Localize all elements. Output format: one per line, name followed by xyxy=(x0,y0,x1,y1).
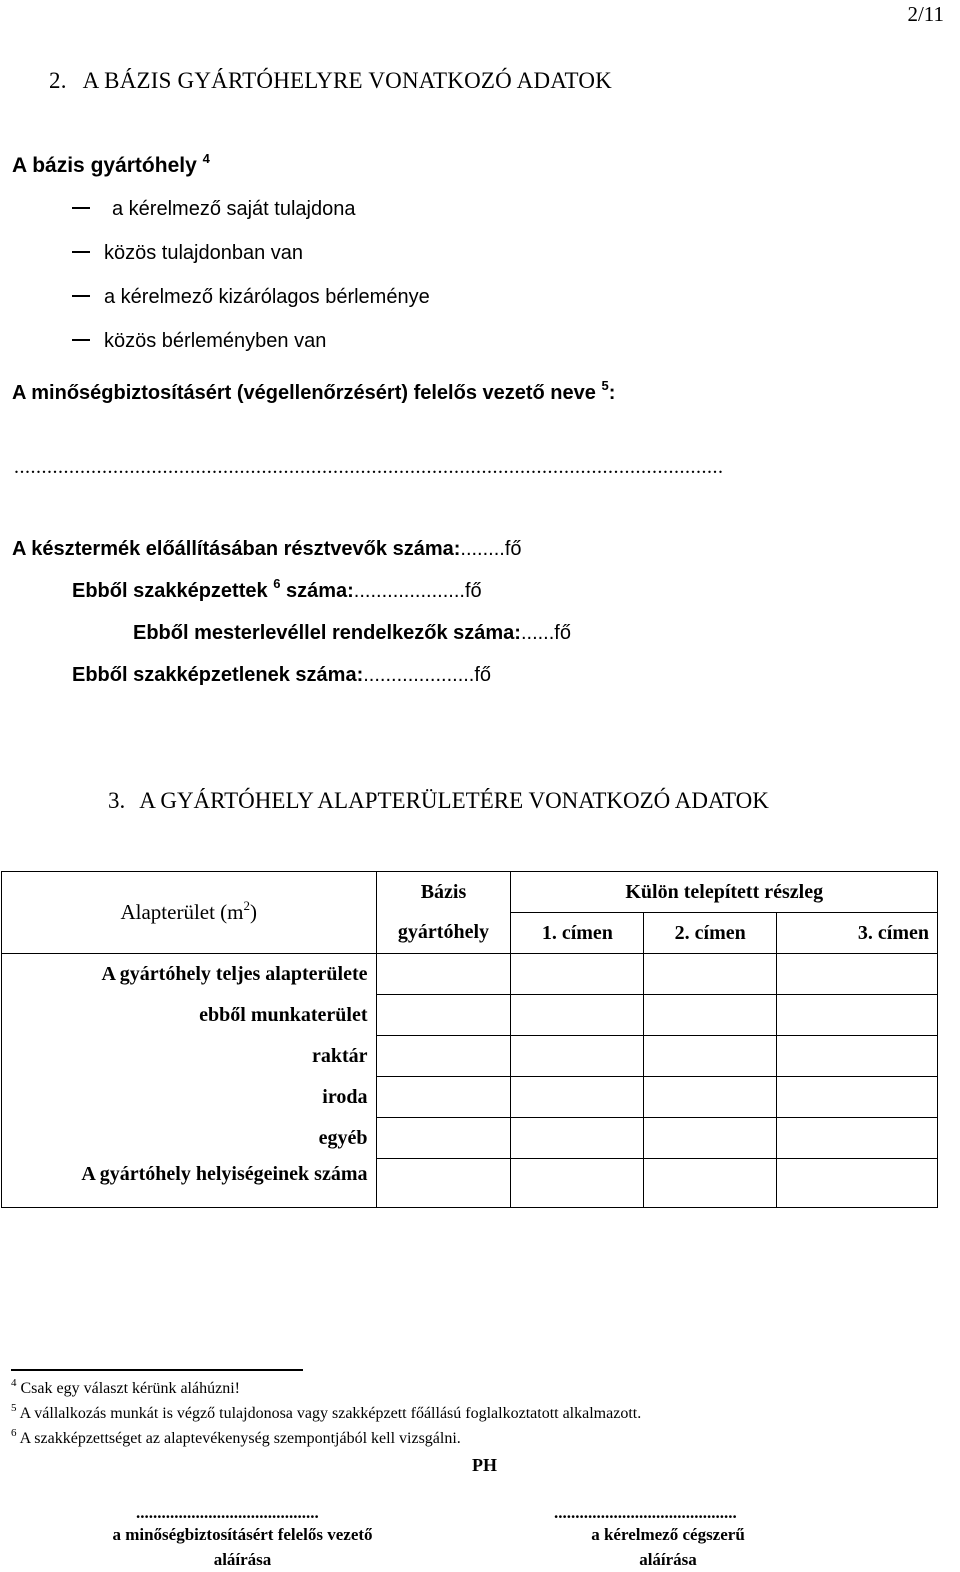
signature-left-caption xyxy=(70,1522,415,1572)
ownership-option-1[interactable] xyxy=(72,198,355,221)
footnote-num: 4 xyxy=(11,1377,17,1389)
signature-left-line[interactable]: ........................................... xyxy=(136,1503,319,1522)
address-1-header: 1. címen xyxy=(511,913,644,954)
section-3-title: A GYÁRTÓHELY ALAPTERÜLETÉRE VONATKOZÓ ADATOK xyxy=(139,788,769,813)
cell-base[interactable] xyxy=(376,954,511,995)
area-header-sup: 2 xyxy=(243,898,251,913)
footnote-num: 6 xyxy=(11,1427,17,1439)
footnote-4 xyxy=(11,1377,240,1398)
page-number: 2/11 xyxy=(907,2,944,26)
staff-qualified-row xyxy=(72,576,482,603)
row-label-other: egyéb xyxy=(2,1118,377,1159)
ownership-label: A bázis gyártóhely xyxy=(12,154,197,177)
cell-addr2[interactable] xyxy=(644,1036,777,1077)
option-label: a kérelmező kizárólagos bérleménye xyxy=(104,286,430,308)
ownership-question xyxy=(12,151,210,178)
signature-right-line[interactable]: ........................................... xyxy=(554,1503,737,1522)
cell-addr1[interactable] xyxy=(511,995,644,1036)
table-row xyxy=(2,954,938,995)
dash-icon xyxy=(72,339,90,341)
footnote-ref-5: 5 xyxy=(601,378,609,393)
table-row xyxy=(2,1118,938,1159)
cell-addr2[interactable] xyxy=(644,1159,777,1208)
staff-master-row xyxy=(133,622,571,645)
footnote-text: A vállalkozás munkát is végző tulajdonosa vagy szakképzett főállású foglalkoztatott alkalmazott. xyxy=(19,1405,642,1422)
colon: : xyxy=(608,382,616,404)
staff-qualified-label: Ebből szakképzettek xyxy=(72,580,268,602)
cell-addr1[interactable] xyxy=(511,1118,644,1159)
footnote-separator xyxy=(11,1369,303,1371)
option-label: közös tulajdonban van xyxy=(104,242,304,264)
footnote-ref-4: 4 xyxy=(202,151,210,166)
cell-addr3[interactable] xyxy=(777,1159,938,1208)
cell-addr2[interactable] xyxy=(644,954,777,995)
unit: fő xyxy=(554,622,571,644)
table-row xyxy=(2,1159,938,1208)
staff-unqualified-row xyxy=(72,664,491,687)
unit: fő xyxy=(464,580,482,602)
section-3-number: 3. xyxy=(108,788,126,813)
cell-addr1[interactable] xyxy=(511,1036,644,1077)
dash-icon xyxy=(72,207,90,209)
table-header-row xyxy=(2,872,938,913)
table-row xyxy=(2,1036,938,1077)
quality-manager-text: A minőségbiztosításért (végellenőrzésért) felelős vezető neve xyxy=(12,382,596,404)
ownership-option-2[interactable] xyxy=(72,242,303,265)
address-3-header: 3. címen xyxy=(777,913,938,954)
dash-icon xyxy=(72,295,90,297)
address-2-header: 2. címen xyxy=(644,913,777,954)
signature-left-line1: a minőségbiztosításért felelős vezető xyxy=(112,1525,373,1544)
ph-stamp-label: PH xyxy=(472,1455,497,1475)
section-3-heading xyxy=(108,788,769,814)
option-label: közös bérleményben van xyxy=(104,330,327,352)
section-2-title: A BÁZIS GYÁRTÓHELYRE VONATKOZÓ ADATOK xyxy=(82,68,612,93)
cell-base[interactable] xyxy=(376,1159,511,1208)
cell-addr2[interactable] xyxy=(644,1118,777,1159)
separate-header: Külön telepített részleg xyxy=(511,872,938,913)
staff-unqualified-label: Ebből szakképzetlenek száma: xyxy=(72,664,364,686)
row-label-room-count: A gyártóhely helyiségeinek száma xyxy=(2,1159,377,1208)
unit: fő xyxy=(474,664,492,686)
section-2-heading xyxy=(49,68,612,94)
unit: fő xyxy=(504,538,522,560)
cell-addr1[interactable] xyxy=(511,1077,644,1118)
option-label: a kérelmező saját tulajdona xyxy=(112,198,356,220)
cell-addr1[interactable] xyxy=(511,1159,644,1208)
signature-right-line2: aláírása xyxy=(639,1550,697,1569)
cell-addr3[interactable] xyxy=(777,1118,938,1159)
staff-qualified-label-after: száma: xyxy=(285,580,354,602)
signature-right-caption xyxy=(540,1522,796,1572)
ownership-option-4[interactable] xyxy=(72,330,326,353)
cell-base[interactable] xyxy=(376,995,511,1036)
table-row xyxy=(2,1077,938,1118)
row-label-total-area: A gyártóhely teljes alapterülete xyxy=(2,954,377,995)
footnote-num: 5 xyxy=(11,1402,17,1414)
staff-total-field[interactable]: ........ xyxy=(460,538,505,560)
staff-unqualified-field[interactable]: .................... xyxy=(363,664,475,686)
footnote-text: A szakképzettséget az alaptevékenység szempontjából kell vizsgálni. xyxy=(19,1430,461,1447)
cell-addr3[interactable] xyxy=(777,954,938,995)
cell-base[interactable] xyxy=(376,1077,511,1118)
cell-addr3[interactable] xyxy=(777,1036,938,1077)
cell-addr3[interactable] xyxy=(777,995,938,1036)
base-header-line2: gyártóhely xyxy=(376,913,511,954)
row-label-storage: raktár xyxy=(2,1036,377,1077)
cell-addr2[interactable] xyxy=(644,995,777,1036)
footnote-text: Csak egy választ kérünk aláhúzni! xyxy=(20,1380,240,1397)
section-2-number: 2. xyxy=(49,68,67,93)
ownership-option-3[interactable] xyxy=(72,286,430,309)
dash-icon xyxy=(72,251,90,253)
staff-total-row xyxy=(12,538,522,561)
signature-right-line1: a kérelmező cégszerű xyxy=(591,1525,745,1544)
base-header-line1: Bázis xyxy=(376,872,511,913)
cell-addr2[interactable] xyxy=(644,1077,777,1118)
cell-base[interactable] xyxy=(376,1118,511,1159)
footnote-5 xyxy=(11,1402,642,1423)
staff-master-label: Ebből mesterlevéllel rendelkezők száma: xyxy=(133,622,521,644)
row-label-office: iroda xyxy=(2,1077,377,1118)
signature-left-line2: aláírása xyxy=(213,1550,272,1569)
quality-manager-name-field[interactable]: ................................................................................................................................. xyxy=(14,456,724,478)
row-label-work-area: ebből munkaterület xyxy=(2,995,377,1036)
area-header-label: Alapterület (m xyxy=(120,900,244,924)
staff-master-field[interactable]: ...... xyxy=(520,622,555,644)
quality-manager-label xyxy=(12,378,616,405)
area-header-cell xyxy=(2,872,377,954)
footnote-ref-6: 6 xyxy=(273,576,281,591)
cell-addr3[interactable] xyxy=(777,1077,938,1118)
cell-base[interactable] xyxy=(376,1036,511,1077)
staff-qualified-field[interactable]: .................... xyxy=(353,580,465,602)
staff-total-label: A késztermék előállításában résztvevők száma: xyxy=(12,538,461,560)
footnote-6 xyxy=(11,1427,461,1448)
area-table xyxy=(1,871,938,1208)
cell-addr1[interactable] xyxy=(511,954,644,995)
area-header-close: ) xyxy=(250,900,258,924)
table-row xyxy=(2,995,938,1036)
